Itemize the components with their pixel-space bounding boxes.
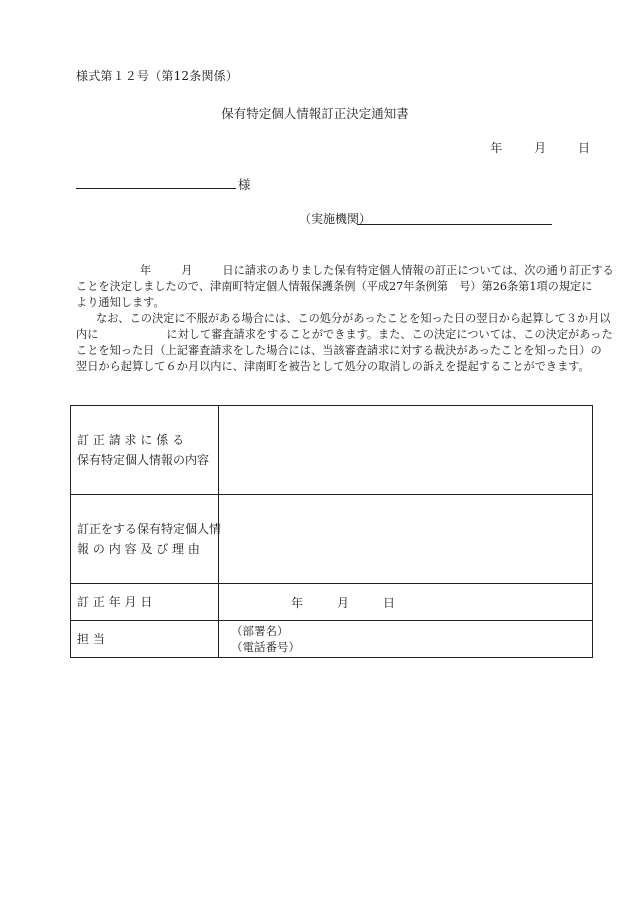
correction-reason-field[interactable] xyxy=(219,495,593,584)
form-number: 様式第１２号（第12条関係） xyxy=(76,69,239,83)
correction-date-label: 訂 正 年 月 日 xyxy=(77,595,153,609)
body-line xyxy=(76,327,613,343)
department-name-label: （部署名） xyxy=(231,624,289,638)
notice-body xyxy=(76,263,614,375)
agency-label: （実施機関） xyxy=(299,212,372,226)
correction-request-label-line2: 保有特定個人情報の内容 xyxy=(77,453,210,467)
body-line xyxy=(76,311,611,327)
contact-person-label: 担 当 xyxy=(77,632,105,646)
body-text-fragment: 内に xyxy=(76,328,99,341)
body-line: ことを知った日（上記審査請求をした場合には、当該審査請求に対する裁決があったことを知った日）の xyxy=(76,344,602,357)
table-row xyxy=(71,495,593,584)
addressee-blank-line xyxy=(76,188,236,189)
issue-date xyxy=(490,139,590,156)
issue-date-day: 日 xyxy=(577,141,590,155)
body-month: 月 xyxy=(181,264,193,277)
correction-detail-table xyxy=(70,405,593,658)
body-line: より通知します。 xyxy=(76,296,165,309)
document-title: 保有特定個人情報訂正決定通知書 xyxy=(221,106,409,121)
contact-person-field[interactable] xyxy=(219,621,593,658)
body-text-fragment: に対して審査請求をすることができます。また、この決定については、この決定があった xyxy=(166,328,613,341)
body-text-fragment: なお、この決定に不服がある場合には、この処分があったことを知った日の翌日から起算して３か月以 xyxy=(96,312,611,325)
table-row xyxy=(71,406,593,495)
agency-blank-line xyxy=(357,224,552,225)
correction-request-label-line1: 訂 正 請 求 に 係 る xyxy=(77,433,185,447)
addressee-suffix: 様 xyxy=(238,177,251,192)
correction-reason-label-cell xyxy=(71,495,222,584)
correction-date-field[interactable] xyxy=(219,584,593,621)
correction-request-content-field[interactable] xyxy=(219,406,593,495)
correction-date-year: 年 xyxy=(291,595,304,610)
contact-person-label-cell xyxy=(71,621,219,658)
body-year: 年 xyxy=(140,264,152,277)
issue-date-year: 年 xyxy=(490,141,503,155)
correction-reason-label-line1: 訂正をする保有特定個人情 xyxy=(77,522,222,536)
correction-request-label-cell xyxy=(71,406,219,495)
phone-number-label: （電話番号） xyxy=(231,640,300,654)
table-row xyxy=(71,584,593,621)
body-line: ことを決定しましたので、津南町特定個人情報保護条例（平成27年条例第 号）第26条第1項の規定に xyxy=(76,280,593,293)
body-text-fragment: 日に請求のありました保有特定個人情報の訂正については、次の通り訂正する xyxy=(222,264,614,277)
issue-date-month: 月 xyxy=(534,141,547,155)
correction-date-day: 日 xyxy=(383,595,396,610)
table-row xyxy=(71,621,593,658)
correction-date-label-cell xyxy=(71,584,219,621)
correction-date-month: 月 xyxy=(337,595,350,610)
body-line xyxy=(76,263,614,279)
correction-reason-label-line2: 報 の 内 容 及 び 理 由 xyxy=(77,542,200,556)
body-line: 翌日から起算して６か月以内に、津南町を被告として処分の取消しの訴えを提起することができます。 xyxy=(76,360,590,373)
